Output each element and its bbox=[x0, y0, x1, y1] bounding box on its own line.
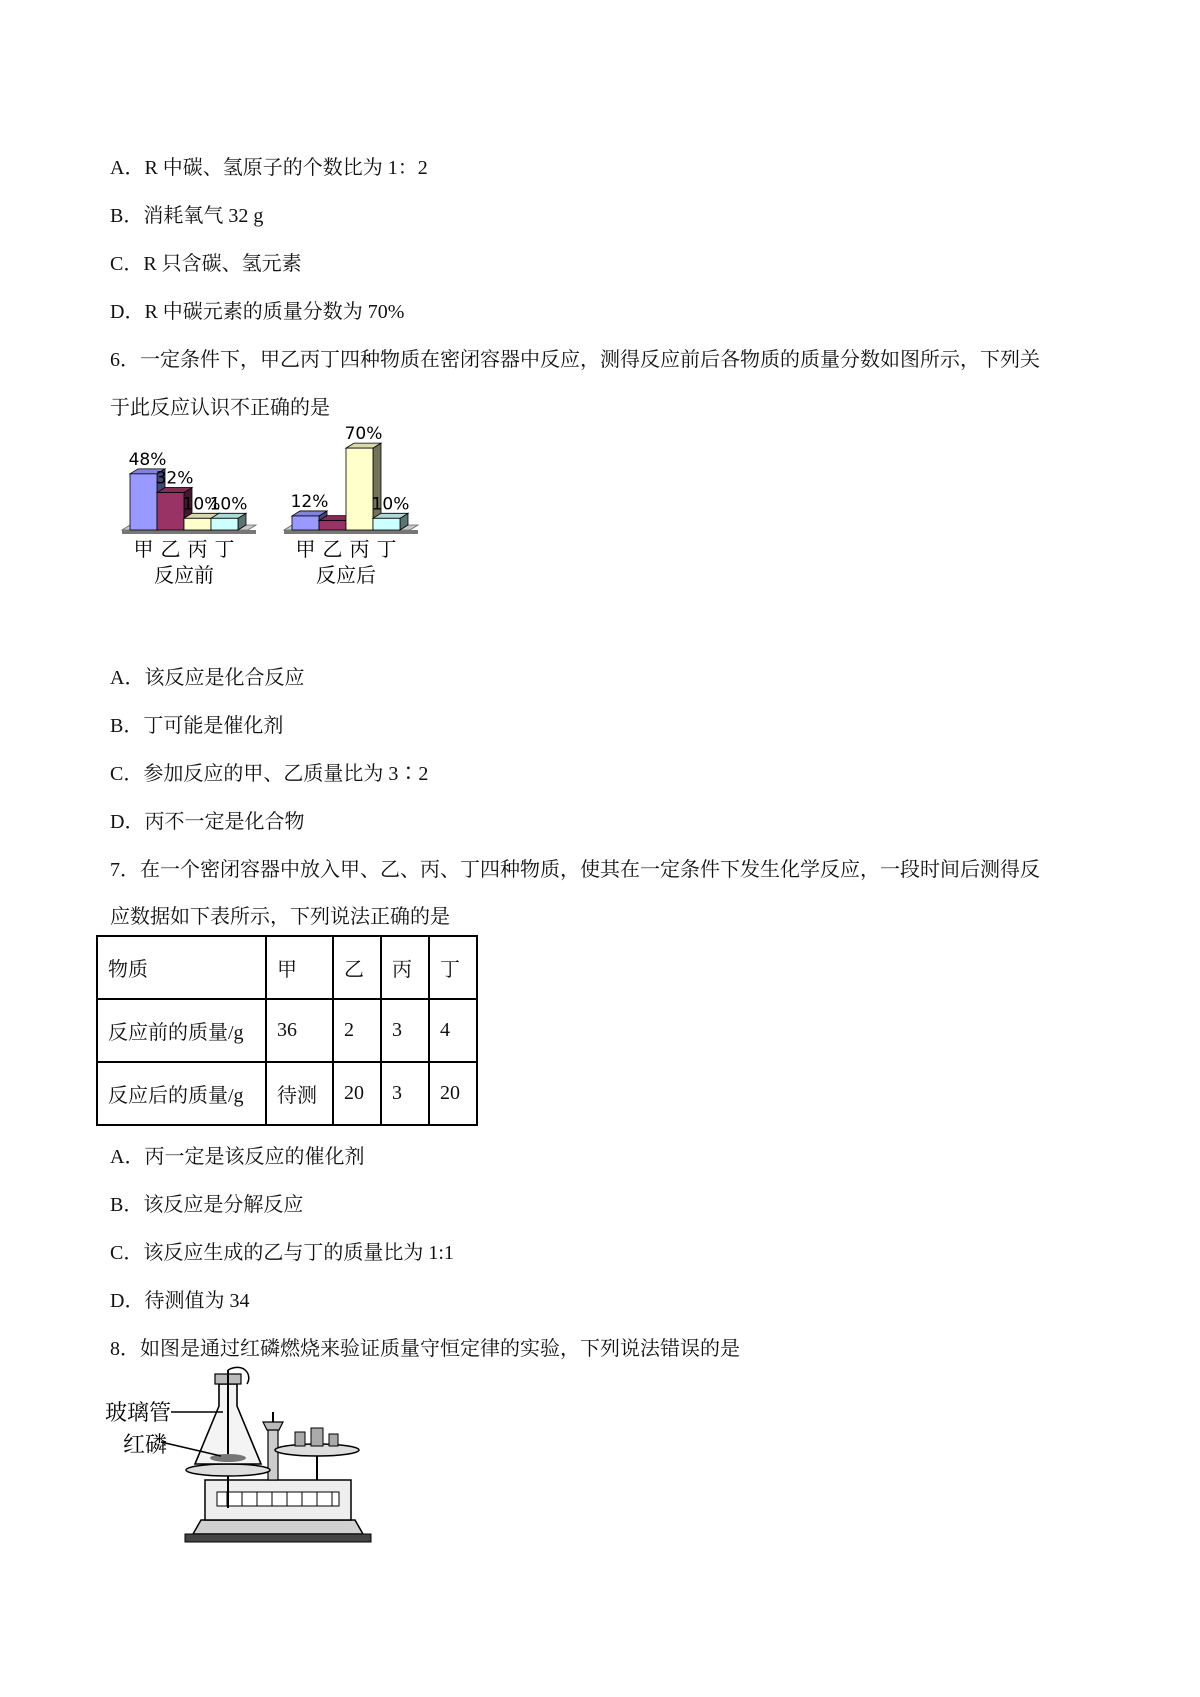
q6-stem-line1: 6．一定条件下，甲乙丙丁四种物质在密闭容器中反应，测得反应前后各物质的质量分数如图所示，下列关 bbox=[110, 349, 1040, 371]
q6-option-a: A．该反应是化合反应 bbox=[110, 667, 305, 689]
table-cell: 反应前的质量/g bbox=[97, 999, 266, 1062]
bar-front bbox=[184, 518, 211, 530]
table-cell: 待测 bbox=[266, 1062, 333, 1125]
chart-panel-2 bbox=[284, 424, 418, 587]
table-cell: 3 bbox=[381, 1062, 429, 1125]
bar-front bbox=[373, 518, 400, 530]
table-cell: 20 bbox=[429, 1062, 477, 1125]
chart-data-label: 32% bbox=[155, 468, 194, 489]
q5-option-c: C．R 只含碳、氢元素 bbox=[110, 253, 302, 275]
chart-data-label: 12% bbox=[290, 491, 329, 512]
label-glass-tube: 玻璃管 bbox=[105, 1401, 172, 1426]
table-cell: 20 bbox=[333, 1062, 381, 1125]
q7-option-d: D．待测值为 34 bbox=[110, 1290, 250, 1312]
table-cell: 乙 bbox=[333, 936, 381, 999]
chart-category-label: 丁 bbox=[214, 537, 235, 561]
chart-category-label: 丙 bbox=[349, 537, 370, 561]
chart-floor-edge bbox=[122, 530, 256, 534]
chart-category-label: 丙 bbox=[187, 537, 208, 561]
table-cell: 3 bbox=[381, 999, 429, 1062]
table-cell: 反应后的质量/g bbox=[97, 1062, 266, 1125]
q7-option-c: C．该反应生成的乙与丁的质量比为 1:1 bbox=[110, 1242, 454, 1264]
balance-apparatus-figure bbox=[105, 1368, 375, 1548]
chart-data-label: 48% bbox=[128, 449, 167, 470]
bar-front bbox=[292, 516, 319, 530]
table-cell: 丁 bbox=[429, 936, 477, 999]
chart-data-label: 10% bbox=[182, 494, 221, 515]
balance-base bbox=[185, 1480, 371, 1542]
bar-front bbox=[211, 518, 238, 530]
chart-category-label: 乙 bbox=[322, 537, 343, 561]
chart-category-label: 乙 bbox=[160, 537, 181, 561]
bar-front bbox=[346, 448, 373, 530]
q7-option-b: B．该反应是分解反应 bbox=[110, 1194, 304, 1216]
q7-stem-line1: 7．在一个密闭容器中放入甲、乙、丙、丁四种物质，使其在一定条件下发生化学反应，一段时间后测得反 bbox=[110, 859, 1040, 881]
table-row bbox=[97, 1062, 477, 1125]
bar-front bbox=[157, 493, 184, 530]
table-cell: 丙 bbox=[381, 936, 429, 999]
q7-stem-line2: 应数据如下表所示，下列说法正确的是 bbox=[110, 906, 450, 928]
q7-option-a: A．丙一定是该反应的催化剂 bbox=[110, 1146, 365, 1168]
table-cell: 甲 bbox=[266, 936, 333, 999]
right-pan bbox=[275, 1428, 359, 1480]
table-cell: 2 bbox=[333, 999, 381, 1062]
q5-option-d: D．R 中碳元素的质量分数为 70% bbox=[110, 301, 405, 323]
chart-category-label: 甲 bbox=[295, 537, 316, 561]
chart-data-label: 70% bbox=[344, 424, 383, 445]
chart-bar-丁 bbox=[373, 513, 408, 530]
q8-stem: 8．如图是通过红磷燃烧来验证质量守恒定律的实验，下列说法错误的是 bbox=[110, 1338, 740, 1360]
table-cell: 4 bbox=[429, 999, 477, 1062]
chart-category-label: 丁 bbox=[376, 537, 397, 561]
q6-option-c: C．参加反应的甲、乙质量比为 3∶2 bbox=[110, 763, 429, 785]
mass-fraction-bar-chart bbox=[110, 424, 500, 633]
q6-stem-line2: 于此反应认识不正确的是 bbox=[110, 397, 330, 419]
chart-data-label: 10% bbox=[209, 494, 248, 515]
bar-front bbox=[130, 474, 157, 530]
chart-category-label: 甲 bbox=[133, 537, 154, 561]
label-red-phosphorus: 红磷 bbox=[123, 1433, 168, 1458]
q6-option-d: D．丙不一定是化合物 bbox=[110, 811, 305, 833]
q6-option-b: B．丁可能是催化剂 bbox=[110, 715, 284, 737]
chart-panel-title: 反应后 bbox=[316, 563, 376, 587]
chart-floor-edge bbox=[284, 530, 418, 534]
table-header-row bbox=[97, 936, 477, 999]
chart-panel-title: 反应前 bbox=[154, 563, 214, 587]
q5-option-a: A．R 中碳、氢原子的个数比为 1：2 bbox=[110, 157, 428, 179]
q5-option-b: B．消耗氧气 32 g bbox=[110, 205, 264, 227]
table-cell: 36 bbox=[266, 999, 333, 1062]
reaction-data-table bbox=[96, 935, 478, 1126]
bar-front bbox=[319, 521, 346, 530]
chart-bar-丁 bbox=[211, 513, 246, 530]
chart-panel-1 bbox=[122, 450, 256, 587]
table-row bbox=[97, 999, 477, 1062]
table-cell: 物质 bbox=[97, 936, 266, 999]
chart-data-label: 10% bbox=[371, 494, 410, 515]
conical-flask bbox=[195, 1367, 261, 1464]
